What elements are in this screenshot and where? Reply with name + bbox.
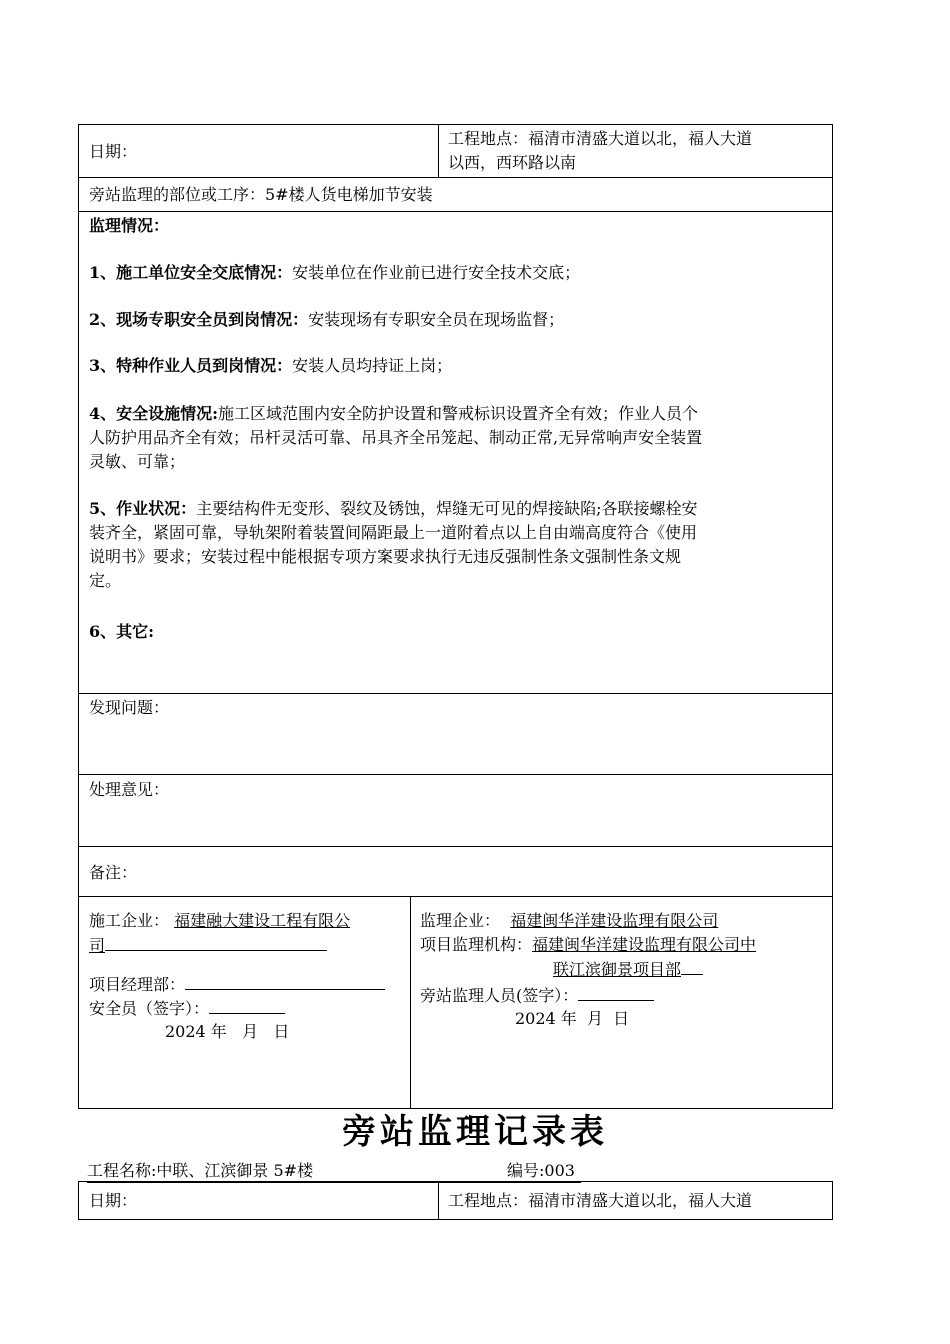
supervisor-company (420, 909, 718, 933)
item-4-head: 4、安全设施情况: (89, 404, 219, 423)
item-2-body: 安装现场有专职安全员在现场监督； (308, 310, 565, 329)
supervisor-company-label: 监理企业： (420, 911, 501, 930)
date-label-2: 日期： (89, 1191, 138, 1210)
remark-row (79, 847, 832, 897)
date-location-row (79, 125, 832, 178)
serial-number: 编号:003 (507, 1160, 581, 1183)
location-line1-2: 工程地点：福清市清盛大道以北，福人大道 (448, 1191, 753, 1210)
contractor-company (89, 909, 407, 933)
safety-label: 安全员（签字）： (89, 999, 210, 1018)
supervisor-sign-line (420, 983, 654, 1008)
problems-row (79, 694, 832, 775)
manager-label: 项目经理部： (89, 975, 186, 994)
location-cell-2 (438, 1182, 833, 1219)
supervisor-date: 2024 年 月 日 (515, 1009, 630, 1028)
item-5-body-line3: 说明书》要求；安装过程中能根据专项方案要求执行无违反强制性条文强制性条文规 (89, 547, 682, 566)
supervision-title: 监理情况： (89, 216, 170, 235)
safety-sign-blank (209, 996, 285, 1014)
item-5 (89, 497, 824, 593)
manager-line (89, 972, 385, 997)
contractor-date: 2024 年 月 日 (165, 1022, 290, 1041)
contractor-company-line2 (89, 933, 327, 958)
part-row (79, 178, 832, 212)
opinion-row (79, 775, 832, 847)
supervisor-org (420, 933, 756, 957)
item-6-head: 6、其它: (89, 622, 155, 641)
item-3 (89, 354, 824, 378)
supervisor-cell (410, 897, 833, 1108)
item-5-head: 5、作业状况： (89, 499, 197, 518)
item-5-body-line1: 主要结构件无变形、裂纹及锈蚀，焊缝无可见的焊接缺陷;各联接螺栓安 (196, 499, 698, 518)
contractor-company-value: 福建融大建设工程有限公 (174, 911, 351, 930)
supervisor-org-value: 福建闽华洋建设监理有限公司中 (532, 935, 757, 954)
record-table (78, 124, 833, 1109)
location-line1: 工程地点：福清市清盛大道以北，福人大道 (448, 129, 753, 148)
date-cell-2 (79, 1182, 439, 1219)
underline-blank (105, 933, 327, 951)
item-2-head: 2、现场专职安全员到岗情况： (89, 310, 309, 329)
item-1 (89, 261, 824, 285)
org-underline-blank (681, 957, 703, 975)
safety-line (89, 996, 285, 1021)
item-4-body-line2: 人防护用品齐全有效；吊杆灵活可靠、吊具齐全吊笼起、制动正常,无异常响声安全装置 (89, 428, 703, 447)
date-cell (79, 125, 439, 177)
supervisor-org-label: 项目监理机构： (420, 935, 533, 954)
item-4-body-line3: 灵敏、可靠； (89, 452, 186, 471)
item-2 (89, 308, 824, 332)
record-table-2 (78, 1181, 833, 1220)
item-4 (89, 402, 824, 474)
problems-label: 发现问题： (89, 698, 170, 717)
supervisor-company-value: 福建闽华洋建设监理有限公司 (510, 911, 719, 930)
item-1-body: 安装单位在作业前已进行安全技术交底； (292, 263, 581, 282)
manager-sign-blank (185, 972, 385, 990)
remark-label: 备注： (89, 863, 138, 882)
item-3-head: 3、特种作业人员到岗情况： (89, 356, 293, 375)
date-label: 日期： (89, 142, 138, 161)
supervision-row (79, 212, 832, 694)
supervisor-org-line2 (553, 957, 703, 982)
contractor-company-value-2: 司 (89, 936, 106, 955)
item-4-body-line1: 施工区域范围内安全防护设置和警戒标识设置齐全有效；作业人员个 (218, 404, 699, 423)
location-cell (438, 125, 833, 177)
supervisor-sign-blank (578, 983, 654, 1001)
item-1-head: 1、施工单位安全交底情况： (89, 263, 293, 282)
supervisor-org-value-2: 联江滨御景项目部 (553, 960, 682, 979)
contractor-cell (79, 897, 411, 1108)
signature-row (79, 897, 832, 1108)
page-title: 旁站监理记录表 (342, 1112, 608, 1152)
location-line2: 以西，西环路以南 (448, 153, 577, 172)
project-name: 工程名称:中联、江滨御景 5#楼 (87, 1160, 507, 1183)
contractor-company-label: 施工企业： (89, 911, 170, 930)
supervisor-sign-label: 旁站监理人员(签字）： (420, 986, 579, 1005)
item-5-body-line2: 装齐全，紧固可靠，导轨架附着装置间隔距最上一道附着点以上自由端高度符合《使用 (89, 523, 698, 542)
part-label: 旁站监理的部位或工序：5#楼人货电梯加节安装 (89, 185, 433, 204)
opinion-label: 处理意见： (89, 780, 170, 799)
item-3-body: 安装人员均持证上岗； (292, 356, 453, 375)
item-5-body-line4: 定。 (89, 571, 122, 590)
